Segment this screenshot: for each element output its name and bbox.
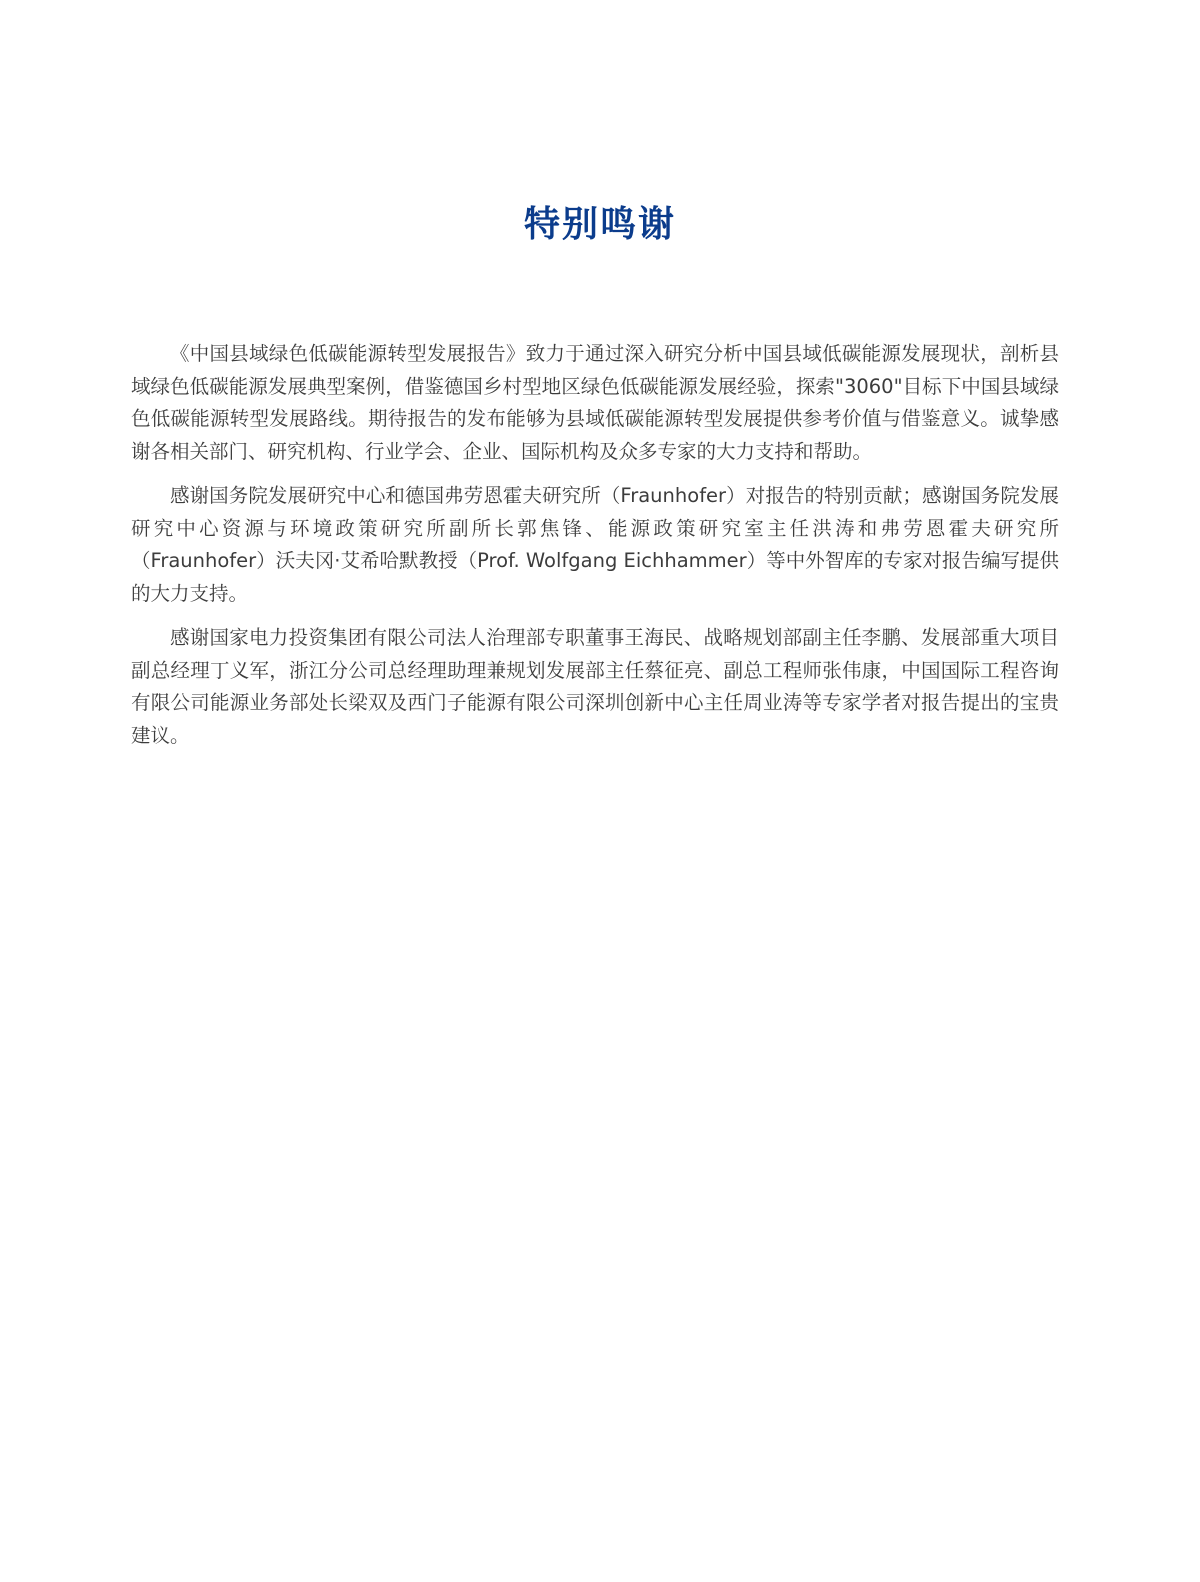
paragraph-intro: 《中国县域绿色低碳能源转型发展报告》致力于通过深入研究分析中国县域低碳能源发展现状，剖析县域绿色低碳能源发展典型案例，借鉴德国乡村型地区绿色低碳能源发展经验，探索"3060"目标下中国县域绿色低碳能源转型发展路线。期待报告的发布能够为县域低碳能源转型发展提供参考价值与借鉴意义。诚挚感谢各相关部门、研究机构、行业学会、企业、国际机构及众多专家的大力支持和帮助。 xyxy=(131,342,1059,463)
paragraph-thanks-drc-fraunhofer: 感谢国务院发展研究中心和德国弗劳恩霍夫研究所（Fraunhofer）对报告的特别贡献；感谢国务院发展研究中心资源与环境政策研究所副所长郭焦锋、能源政策研究室主任洪涛和弗劳恩霍夫研究所（Fraunhofer）沃夫冈·艾希哈默教授（Prof. Wolfgang Eichhammer）等中外智库的专家对报告编写提供的大力支持。 xyxy=(131,484,1059,605)
paragraph-thanks-experts: 感谢国家电力投资集团有限公司法人治理部专职董事王海民、战略规划部副主任李鹏、发展部重大项目副总经理丁义军，浙江分公司总经理助理兼规划发展部主任蔡征亮、副总工程师张伟康，中国国际工程咨询有限公司能源业务部处长梁双及西门子能源有限公司深圳创新中心主任周业涛等专家学者对报告提出的宝贵建议。 xyxy=(131,626,1059,747)
page-title: 特别鸣谢 xyxy=(523,204,676,245)
acknowledgement-body xyxy=(131,338,1059,764)
